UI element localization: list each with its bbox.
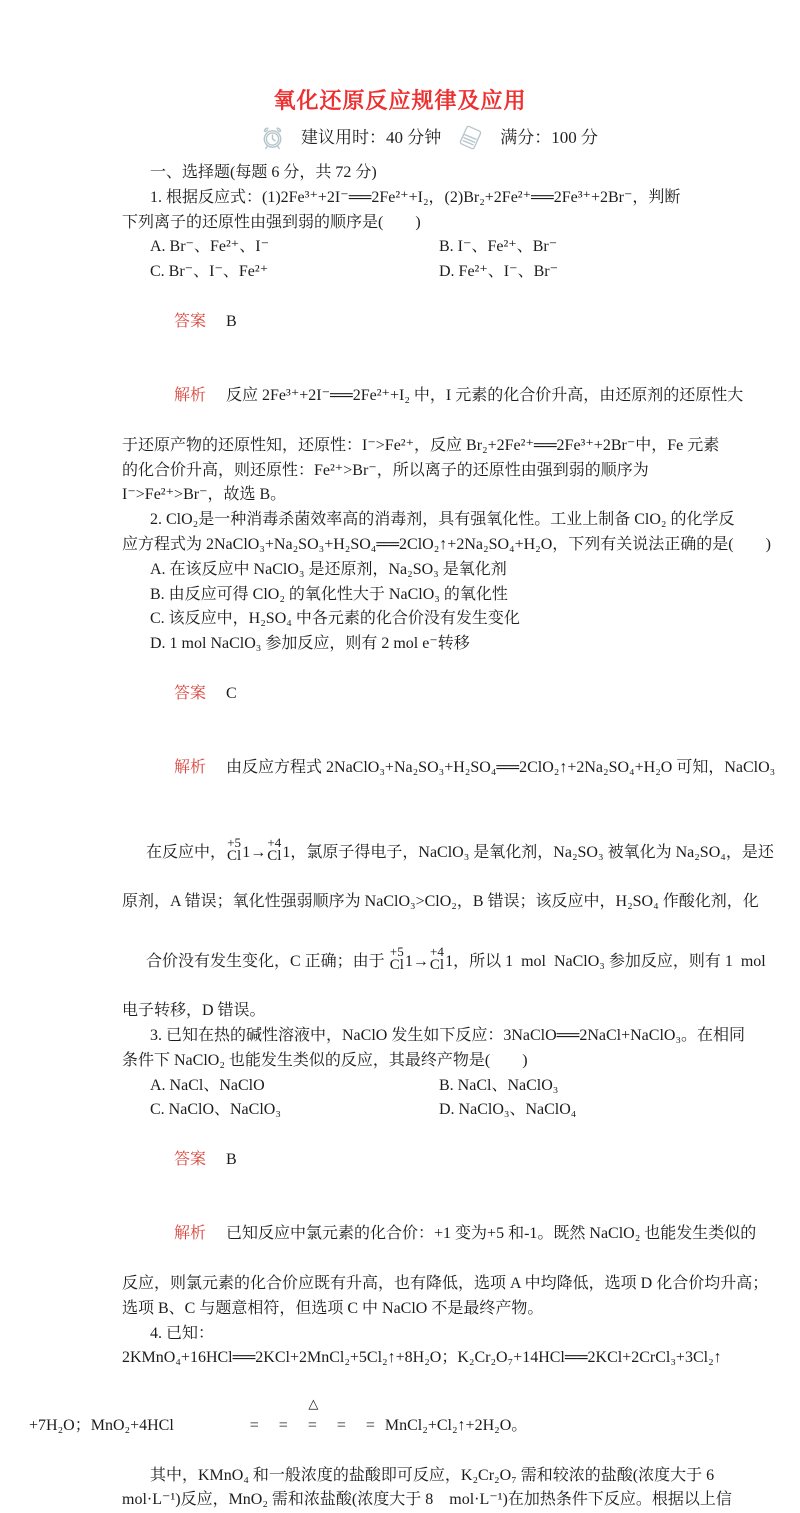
q2-analysis-line2: 在反应中， +5 Cl 1→ +4 Cl 1，氯原子得电子，NaClO₃ 是氧化剂，Na₂SO₃ 被氧化为 Na₂SO₄，是还 (146, 834, 774, 864)
q1-option-d: D. Fe²⁺、I⁻、Br⁻ (439, 263, 559, 281)
q3-answer-row (122, 1123, 800, 1197)
oxidation-state-cl-plus4: +4 Cl (267, 834, 282, 864)
q3-option-b: B. NaCl、NaClO₃ (439, 1076, 559, 1094)
oxidation-state-cl-plus5: +5 Cl (389, 943, 404, 973)
oxidation-state-cl-plus4: +4 Cl (429, 943, 445, 973)
q2-option-c: C. 该反应中，H₂SO₄ 中各元素的化合价没有发生变化 (150, 610, 520, 628)
q1-answer-row (122, 285, 800, 359)
q2-stem-line1: 2. ClO₂是一种消毒杀菌效率高的消毒剂，具有强氧化性。工业上制备 ClO₂ 的化学反 (150, 511, 735, 529)
q3-analysis-line2: 反应，则氯元素的化合价应既有升高，也有降低，选项 A 中均降低，选项 D 化合价均升高； (122, 1275, 769, 1293)
q1-answer-value: B (226, 312, 237, 330)
q3-analysis-label: 解析 (174, 1225, 207, 1243)
q2-analysis-line5: 电子转移，D 错误。 (122, 1002, 266, 1020)
q3-option-c: C. NaClO、NaClO₃ (150, 1101, 281, 1119)
q3-option-d: D. NaClO₃、NaClO₄ (439, 1101, 577, 1119)
full-score-label: 满分：100 分 (500, 127, 598, 147)
q1-analysis-line1: 解析 反应 2Fe³⁺+2I⁻══2Fe²⁺+I₂ 中，I 元素的化合价升高，由还原剂的还原性大 (174, 387, 744, 405)
q2-option-d: D. 1 mol NaClO₃ 参加反应，则有 2 mol e⁻转移 (150, 635, 470, 653)
q3-answer-label: 答案 (174, 1151, 207, 1169)
q1-stem-line1: 1. 根据反应式：(1)2Fe³⁺+2I⁻══2Fe²⁺+I₂，(2)Br₂+2Fe²⁺══2Fe³⁺+2Br⁻，判断 (150, 188, 681, 206)
suggested-time-label: 建议用时：40 分钟 (301, 127, 442, 147)
q3-stem-line2: 条件下 NaClO₂ 也能发生类似的反应，其最终产物是( ) (122, 1051, 528, 1069)
q2-analysis-line1: 解析 由反应方程式 2NaClO₃+Na₂SO₃+H₂SO₄══2ClO₂↑+2Na₂SO₄+H₂O 可知，NaClO₃ (174, 759, 776, 777)
q4-note-line1: 其中，KMnO₄ 和一般浓度的盐酸即可反应，K₂Cr₂O₇ 需和较浓的盐酸(浓度大于 6 (150, 1466, 715, 1484)
q4-equation-line1: 2KMnO₄+16HCl══2KCl+2MnCl₂+5Cl₂↑+8H₂O；K₂Cr₂O₇+14HCl══2KCl+2CrCl₃+3Cl₂↑ (122, 1349, 722, 1367)
q3-stem-line1: 3. 已知在热的碱性溶液中，NaClO 发生如下反应：3NaClO══2NaCl+NaClO₃。在相同 (150, 1027, 746, 1045)
q2-answer-row (122, 657, 800, 731)
q1-analysis-line4: I⁻>Fe²⁺>Br⁻，故选 B。 (122, 486, 287, 504)
q4-note-line2: mol·L⁻¹)反应，MnO₂ 需和浓盐酸(浓度大于 8 mol·L⁻¹)在加热条件下反应。根据以上信 (122, 1491, 732, 1509)
q4-equation-line2: +7H₂O；MnO₂+4HCl △ = = = = = MnCl₂+Cl₂↑+2H₂O。 (5, 1371, 800, 1463)
q1-answer-label: 答案 (174, 312, 207, 330)
q1-option-c: C. Br⁻、I⁻、Fe²⁺ (150, 263, 269, 281)
alarm-clock-icon (260, 125, 285, 152)
q1-stem-line2: 下列离子的还原性由强到弱的顺序是( ) (122, 213, 421, 231)
q2-answer-value: C (226, 684, 237, 702)
document-body (0, 153, 800, 1513)
calculator-icon (457, 126, 484, 151)
q1-analysis-line2: 于还原产物的还原性知，还原性：I⁻>Fe²⁺，反应 Br₂+2Fe²⁺══2Fe³⁺+2Br⁻中，Fe 元素 (122, 436, 720, 454)
q4-stem: 4. 已知： (150, 1324, 215, 1342)
q1-option-b: B. I⁻、Fe²⁺、Br⁻ (439, 238, 558, 256)
q1-options-row1 (122, 235, 800, 260)
delta-heat-symbol: △ (308, 1396, 319, 1412)
q3-analysis-line3: 选项 B、C 与题意相符，但选项 C 中 NaClO 不是最终产物。 (122, 1299, 544, 1317)
q3-options-row2 (122, 1098, 800, 1123)
q3-option-a: A. NaCl、NaClO (150, 1076, 265, 1094)
heated-equals-sign: △ = = = = = (249, 1396, 377, 1435)
q3-answer-value: B (226, 1151, 237, 1169)
q2-analysis-label: 解析 (174, 759, 207, 777)
oxidation-state-cl-plus5: +5 Cl (227, 834, 242, 864)
q2-analysis-line3: 原剂，A 错误；氧化性强弱顺序为 NaClO₃>ClO₂，B 错误；该反应中，H₂SO₄ 作酸化剂，化 (122, 893, 759, 911)
q2-stem-line2: 应方程式为 2NaClO₃+Na₂SO₃+H₂SO₄══2ClO₂↑+2Na₂SO₄+H₂O，下列有关说法正确的是( ) (122, 535, 771, 553)
q1-analysis-line3: 的化合价升高，则还原性：Fe²⁺>Br⁻，所以离子的还原性由强到弱的顺序为 (122, 461, 649, 479)
q1-analysis-label: 解析 (174, 387, 207, 405)
q3-options-row1 (122, 1074, 800, 1099)
q2-option-a: A. 在该反应中 NaClO₃ 是还原剂，Na₂SO₃ 是氧化剂 (150, 560, 507, 578)
q1-options-row2 (122, 260, 800, 285)
q2-answer-label: 答案 (174, 684, 207, 702)
q1-option-a: A. Br⁻、Fe²⁺、I⁻ (150, 238, 270, 256)
q2-option-b: B. 由反应可得 ClO₂ 的氧化性大于 NaClO₃ 的氧化性 (150, 585, 508, 603)
page-title: 氧化还原反应规律及应用 (273, 88, 527, 113)
meta-row (0, 123, 800, 153)
q2-analysis-line4: 合价没有发生变化，C 正确；由于 +5 Cl 1→ +4 Cl 1，所以 1 mol NaClO₃ 参加反应，则有 1 mol (146, 943, 766, 973)
q3-analysis-line1: 解析 已知反应中氯元素的化合价：+1 变为+5 和-1。既然 NaClO₂ 也能发生类似的 (174, 1225, 757, 1243)
section-heading: 一、选择题(每题 6 分，共 72 分) (150, 164, 377, 181)
